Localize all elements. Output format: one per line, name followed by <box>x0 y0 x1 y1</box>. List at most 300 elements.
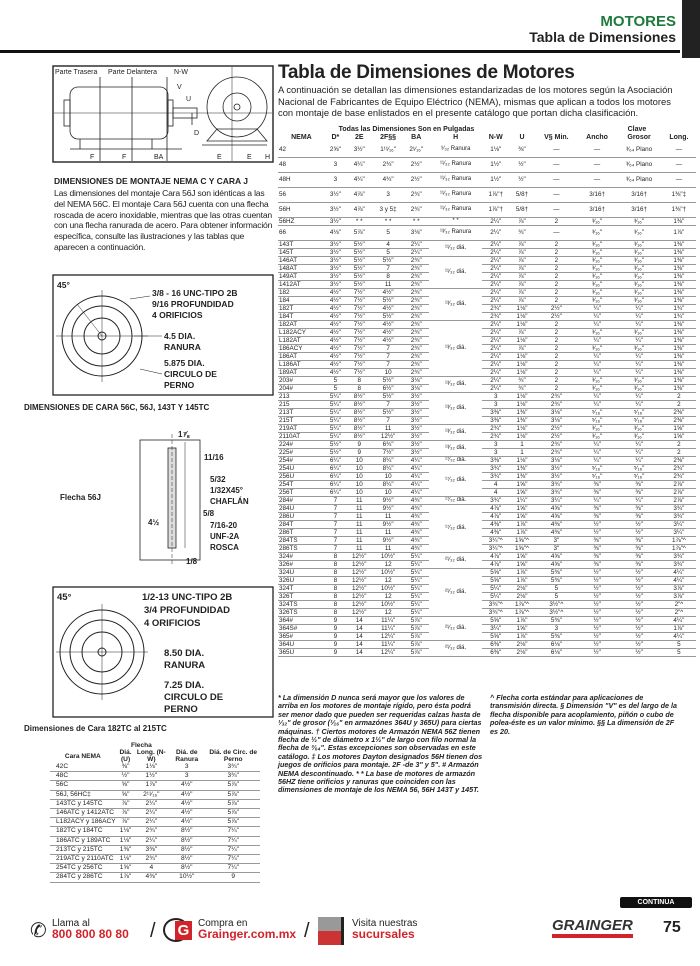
dimension-cell: 5⅜" <box>535 616 578 624</box>
dimension-cell: 1⅜"‡ <box>662 187 696 202</box>
dimension-cell: ½" <box>578 528 616 536</box>
table-row <box>50 827 260 836</box>
dimension-cell: ¹³⁄₃₂ diá. <box>429 392 483 424</box>
table-caption: Todas las Dimensiones Son en Pulgadas <box>338 126 475 133</box>
dimension-cell: 3 <box>482 440 509 448</box>
dimension-cell: 10 <box>346 472 373 480</box>
label-e2: E <box>247 154 252 161</box>
dimension-cell: 4½" <box>325 368 346 376</box>
dimension-cell: ⅞" <box>116 809 136 818</box>
dimension-cell: 4½" <box>325 336 346 344</box>
dimension-cell: ¼" <box>616 368 662 376</box>
table-row <box>278 512 696 520</box>
dimension-cell: 11 <box>373 544 404 552</box>
dimension-cell: 2 <box>662 440 696 448</box>
column-header: V§ Min. <box>544 134 569 141</box>
dimension-cell: ³⁄₁₆" <box>616 240 662 248</box>
table-row <box>278 384 696 392</box>
dimension-cell: 1⅞" <box>509 528 535 536</box>
dimension-cell: 1⅜" <box>662 288 696 296</box>
dim-g: 4½ <box>148 518 160 527</box>
dimension-cell: — <box>662 157 696 172</box>
dimension-cell: ¼" <box>616 336 662 344</box>
dimension-cell: 6⅛" <box>535 648 578 656</box>
dimension-cell: ¹⁷⁄₃₂ diá. <box>429 504 483 552</box>
dimension-cell: ½" <box>616 520 662 528</box>
dimension-cell: 5⅞" <box>404 616 429 624</box>
table-row <box>278 304 696 312</box>
dimension-cell: ½" <box>616 608 662 616</box>
buy-label: Compra en <box>198 918 248 929</box>
dimension-cell: 2¾" <box>482 432 509 440</box>
dimension-cell: 2 <box>535 272 578 280</box>
dimension-cell: 12 <box>373 592 404 600</box>
dimension-cell: 4½" <box>167 799 206 808</box>
dimension-cell: 3¾" <box>662 504 696 512</box>
dimension-cell: ¼" <box>616 448 662 456</box>
dimension-cell: 1⅜" <box>509 408 535 416</box>
dimension-cell: 2⅛" <box>509 584 535 592</box>
dimension-cell: 11 <box>346 520 373 528</box>
dimension-cell: ³⁄₁₆" <box>616 424 662 432</box>
dimension-cell: 8½" <box>346 400 373 408</box>
dimension-cell: 1¾" <box>662 304 696 312</box>
dimension-cell: 4⅞" <box>482 560 509 568</box>
dimension-cell: 2¼" <box>482 320 509 328</box>
dimension-cell: 9½" <box>373 504 404 512</box>
dimension-cell: 10 <box>346 480 373 488</box>
dimension-cell: 2¾" <box>482 312 509 320</box>
face-182tc-title: Dimensiones de Cara 182TC al 215TC <box>24 724 167 733</box>
dimension-cell: 3½" <box>346 142 373 157</box>
table-row <box>278 264 696 272</box>
bolt-circle-label: CIRCULO DE <box>164 692 224 703</box>
nema-frame-cell: 284TS <box>278 536 325 544</box>
table-row <box>278 248 696 256</box>
shaft-56j-diagram <box>60 428 274 568</box>
table-row <box>278 464 696 472</box>
call-label: Llama al <box>52 918 90 929</box>
dimension-cell: ³⁄₆₄ Plano <box>616 157 662 172</box>
table-row <box>278 640 696 648</box>
dimension-cell: 5½" <box>346 264 373 272</box>
dimension-cell: 5⅝" <box>482 568 509 576</box>
dimension-cell: ⁵⁄₁₆" <box>616 464 662 472</box>
dimension-cell: 4¼" <box>404 456 429 464</box>
dimension-cell: 7 <box>373 360 404 368</box>
dimension-cell: 5 <box>662 648 696 656</box>
dimension-cell: ¾" <box>509 376 535 384</box>
dimension-cell: 3½" <box>404 432 429 440</box>
dimension-cell: 3¾" <box>662 560 696 568</box>
dimension-cell: 4½" <box>373 328 404 336</box>
dimension-cell: 12½" <box>346 608 373 616</box>
bolt-circle-dia-label: 5.875 DIA. <box>164 358 205 368</box>
dimension-cell: 5⅞" <box>404 648 429 656</box>
face-name-cell: 56J, 56HC‡ <box>50 790 116 799</box>
dimension-cell: 4⅞" <box>346 202 373 217</box>
dimension-cell: 10½" <box>373 552 404 560</box>
dimension-cell: ³⁄₁₆" <box>578 328 616 336</box>
dimension-cell: ³⁄₁₆" <box>616 344 662 352</box>
dimension-cell: ³⁄₁₆" <box>616 217 662 225</box>
dimension-cell: 1⅞"^ <box>509 608 535 616</box>
dimension-cell: 4¾" <box>404 504 429 512</box>
dimension-cell: — <box>535 225 578 240</box>
column-header: Ancho <box>586 134 608 141</box>
dimension-cell: 4⅞" <box>482 512 509 520</box>
dimension-cell: ½" <box>578 648 616 656</box>
angle-label: 45° <box>57 280 70 290</box>
dimension-cell: ³⁄₁₆" <box>578 432 616 440</box>
branches-link[interactable]: sucursales <box>352 927 415 941</box>
table-row <box>278 376 696 384</box>
dimension-cell: 12½" <box>346 560 373 568</box>
dimension-cell: 2⅜" <box>662 456 696 464</box>
dimension-cell: 1⅞" <box>662 225 696 240</box>
dimension-cell: ³⁄₁₆" <box>616 264 662 272</box>
dimension-cell: 1⅜" <box>662 217 696 225</box>
dimension-cell: ½" <box>578 616 616 624</box>
dimension-cell: ¼" <box>578 392 616 400</box>
dimension-cell: ⅞" <box>509 217 535 225</box>
shaft-group-header: Flecha <box>130 742 152 749</box>
dimension-cell: 14 <box>346 624 373 632</box>
dimension-cell: ⁵⁄₁₆" <box>578 472 616 480</box>
dimension-cell: ⅜" <box>616 504 662 512</box>
dimension-cell: 5½" <box>373 376 404 384</box>
nema-frame-cell: 254U <box>278 464 325 472</box>
dimension-cell: 1⅞" <box>662 624 696 632</box>
dimension-cell: 3½" <box>404 400 429 408</box>
dimension-cell: — <box>662 172 696 187</box>
nema-frame-cell: 284T <box>278 520 325 528</box>
dimension-cell: 7½" <box>346 328 373 336</box>
dimension-cell: 7 <box>325 512 346 520</box>
dimension-cell: 4½" <box>325 304 346 312</box>
nema-frame-cell: 146AT <box>278 256 325 264</box>
dimension-cell: 4⅜" <box>535 520 578 528</box>
dimension-cell: 3¼" <box>662 528 696 536</box>
dimension-cell: ½" <box>616 640 662 648</box>
dimension-cell: 2 <box>662 448 696 456</box>
nema-frame-cell: 186ACY <box>278 344 325 352</box>
dimension-cell: ¹¹⁄₃₂ Ranura <box>429 202 483 217</box>
table-row <box>278 225 696 240</box>
dimension-cell: 10½" <box>373 600 404 608</box>
dimension-cell: 9½" <box>373 536 404 544</box>
dimension-cell: 1⅜" <box>662 264 696 272</box>
table-row <box>50 790 260 799</box>
dimension-cell: ³⁄₁₆" <box>578 424 616 432</box>
dimension-cell: ¹³⁄₃₂ diá. <box>429 376 483 392</box>
dimension-cell: ⅜" <box>616 544 662 552</box>
dimension-cell: 7 <box>325 504 346 512</box>
dimension-cell: ⁹⁄₃₂ Ranura <box>429 142 483 157</box>
dimension-cell: ⅜" <box>616 560 662 568</box>
dimension-cell: ¼" <box>578 360 616 368</box>
dimension-cell: 1⅜" <box>662 296 696 304</box>
dimension-cell: 2 <box>535 384 578 392</box>
dimension-cell: ³⁄₁₆" <box>616 225 662 240</box>
nema-frame-cell: 186AT <box>278 352 325 360</box>
page-title: Tabla de Dimensiones de Motores <box>278 62 575 83</box>
dimension-cell: ³⁄₆₄ Plano <box>616 172 662 187</box>
dimension-cell: 7¼" <box>206 864 260 873</box>
nema-frame-cell: 365U <box>278 648 325 656</box>
nema-frame-cell: 42 <box>278 142 325 157</box>
dimension-cell: 1⅞"^ <box>662 544 696 552</box>
table-row <box>278 504 696 512</box>
label-e1: E <box>217 154 222 161</box>
dimension-cell: 2¾" <box>535 448 578 456</box>
face-name-cell: 56C <box>50 781 116 790</box>
dimension-cell: ½" <box>578 576 616 584</box>
key-caption: Clave <box>627 126 647 133</box>
bolt-circle-dia-label: 7.25 DIA. <box>164 680 205 691</box>
label-d: D <box>194 130 200 137</box>
dim-a: 1⅞ <box>178 430 190 439</box>
dimension-cell: 2¾" <box>404 288 429 296</box>
dimension-cell: 8 <box>325 600 346 608</box>
dimension-cell: 5⅞" <box>206 818 260 827</box>
dimension-cell: 11 <box>346 496 373 504</box>
dimension-cell: 4⅞" <box>346 187 373 202</box>
dimension-cell: 12½" <box>346 584 373 592</box>
dimension-cell: 5¼" <box>325 424 346 432</box>
dimension-cell: ½" <box>616 616 662 624</box>
dimension-cell: ¼" <box>616 456 662 464</box>
dimension-cell: 11¼" <box>373 640 404 648</box>
dimension-cell: 5¼" <box>325 392 346 400</box>
dimension-cell: 2¼" <box>482 296 509 304</box>
dimension-cell: 2¾" <box>135 855 167 864</box>
dimension-cell: 4½" <box>325 312 346 320</box>
nema-frame-cell: 215 <box>278 400 325 408</box>
table-row <box>278 202 696 217</box>
dimension-cell: ½" <box>578 600 616 608</box>
dimension-cell: 3/16† <box>616 202 662 217</box>
dimension-cell: 4¼" <box>404 464 429 472</box>
column-header: Diá. (U) <box>119 749 132 763</box>
dimension-cell: 2¾" <box>404 368 429 376</box>
separator: / <box>150 920 156 942</box>
dimension-cell: 2 <box>662 400 696 408</box>
dimension-cell: 4¾" <box>404 528 429 536</box>
dimension-cell: 1⅛" <box>509 304 535 312</box>
dimension-cell: 3½" <box>325 248 346 256</box>
table-row <box>278 392 696 400</box>
dimension-cell: 6¼" <box>325 480 346 488</box>
dimension-cell: 1⅝" <box>116 864 136 873</box>
dimension-cell: 5⅞" <box>404 640 429 648</box>
dimension-cell: ¼" <box>578 312 616 320</box>
table-row <box>278 544 696 552</box>
dimension-cell: 4½" <box>325 352 346 360</box>
dimension-cell: 2¼" <box>482 280 509 288</box>
face-name-cell: L182ACY y 186ACY <box>50 818 116 827</box>
table-row <box>278 408 696 416</box>
bolt-circle-label: CIRCULO DE <box>164 369 217 379</box>
dimension-cell: 5½" <box>346 256 373 264</box>
dimension-cell: 8¼" <box>373 456 404 464</box>
dimension-cell: 2¼" <box>482 225 509 240</box>
dimension-cell: 1⅜" <box>509 464 535 472</box>
dimension-cell: 8½" <box>167 864 206 873</box>
separator: / <box>304 920 310 942</box>
dimension-cell: * * <box>404 217 429 225</box>
dimension-cell: 9½" <box>373 496 404 504</box>
dimension-cell: 2¾" <box>404 320 429 328</box>
column-header: N-W <box>488 134 503 141</box>
dimension-cell: 3¼" <box>662 520 696 528</box>
dimension-cell: ³⁄₁₆" <box>616 272 662 280</box>
dimension-cell: 7½" <box>346 312 373 320</box>
dimension-cell: 5⅝" <box>482 576 509 584</box>
dimension-cell: 1⅛" <box>509 352 535 360</box>
dimension-cell: ¹³⁄₃₂ diá. <box>429 424 483 440</box>
dimension-cell: 3 <box>373 187 404 202</box>
dimension-cell: 1⅛" <box>509 336 535 344</box>
dimension-cell: 2 <box>535 320 578 328</box>
dimension-cell: 2¼" <box>135 836 167 845</box>
dimension-cell: ½" <box>509 172 535 187</box>
dimension-cell: ¼" <box>616 440 662 448</box>
phone-number[interactable]: 800 800 80 80 <box>52 927 129 941</box>
dimension-cell: 3⅜" <box>135 845 167 854</box>
dimension-cell: 3 <box>167 772 206 781</box>
dimension-cell: 7¼" <box>206 836 260 845</box>
dimension-cell: ½" <box>578 568 616 576</box>
dimension-cell: 3½" <box>325 280 346 288</box>
dimension-cell: 1⅝" <box>662 424 696 432</box>
dimension-cell: 7 <box>373 400 404 408</box>
dimension-cell: ⅝" <box>116 781 136 790</box>
face-name-cell: 186ATC y 189ATC <box>50 836 116 845</box>
dimension-cell: 1⅝" <box>509 512 535 520</box>
dimension-cell: 7 <box>373 264 404 272</box>
nema-frame-cell: 364# <box>278 616 325 624</box>
dimension-cell: 12¼" <box>373 648 404 656</box>
dimension-cell: 3/16† <box>578 202 616 217</box>
dimension-cell: 3½"^ <box>535 600 578 608</box>
dimension-cell: 2⅛" <box>509 648 535 656</box>
dimension-cell: 3" <box>535 544 578 552</box>
dimension-cell: 5⅜" <box>535 632 578 640</box>
dimension-cell: 10 <box>346 464 373 472</box>
nema-frame-cell: 149AT <box>278 272 325 280</box>
table-row <box>278 296 696 304</box>
face-name-cell: 254TC y 256TC <box>50 864 116 873</box>
dimension-cell: 1⅞"† <box>482 187 509 202</box>
dimension-cell: 2½" <box>404 172 429 187</box>
nema-frame-cell: 256U <box>278 472 325 480</box>
dimension-cell: ½" <box>616 592 662 600</box>
dimension-cell: ⅞" <box>509 296 535 304</box>
dimension-cell: ½" <box>616 648 662 656</box>
dimension-cell: 12 <box>373 608 404 616</box>
dimension-cell: 3¾" <box>662 512 696 520</box>
dimension-cell: 5⅞" <box>206 799 260 808</box>
dimension-cell: 9 <box>346 448 373 456</box>
dimension-cell: ³⁄₁₆" <box>578 256 616 264</box>
dimension-cell: ¼" <box>578 320 616 328</box>
dimension-cell: 8 <box>373 272 404 280</box>
bolt-label: PERNO <box>164 380 195 390</box>
dimension-cell: 4¼" <box>404 480 429 488</box>
site-link[interactable]: Grainger.com.mx <box>198 927 297 941</box>
dimension-cell: 1⅜" <box>662 344 696 352</box>
table-row <box>278 592 696 600</box>
nema-frame-cell: 184T <box>278 312 325 320</box>
holes-label: 4 ORIFICIOS <box>144 618 201 629</box>
dimension-cell: 3¾"^ <box>482 600 509 608</box>
nema-frame-cell: 56 <box>278 187 325 202</box>
table-row <box>278 440 696 448</box>
dimension-cell: ⅜" <box>616 536 662 544</box>
pilot-dia-label: 4.5 DIA. <box>164 331 196 341</box>
dimension-cell: 8 <box>346 384 373 392</box>
dimension-cell: ³⁄₁₆" <box>616 328 662 336</box>
dimension-cell: 14 <box>346 616 373 624</box>
dimension-cell: 1⅜" <box>509 416 535 424</box>
dimension-cell: 4¼" <box>662 632 696 640</box>
dimension-cell: ¹³⁄₃₂ diá. <box>429 288 483 320</box>
dimension-cell: 5¼" <box>482 592 509 600</box>
dimension-cell: 4½" <box>167 818 206 827</box>
dimension-cell: ⅝" <box>116 790 136 799</box>
dimension-cell: 6¼" <box>325 472 346 480</box>
intro-text: A continuación se detallan las dimensiones estandarizadas de los motores según la Asociación Nacional de Fabricantes de Equipo Eléctrico (NEMA), mismas que aplican a todos los motores con montaje de base enlistados en el presente catálogo que portan dicha clasificación. <box>278 84 673 118</box>
dimension-cell: 4⅞" <box>482 552 509 560</box>
column-header: BA <box>411 134 422 141</box>
table-row <box>50 845 260 854</box>
nema-frame-cell: 56H <box>278 202 325 217</box>
dimension-cell: 3¾" <box>482 472 509 480</box>
table-row <box>278 256 696 264</box>
dimension-cell: — <box>535 202 578 217</box>
dimension-cell: 1⅞" <box>509 616 535 624</box>
phone-icon: ✆ <box>30 920 47 942</box>
dimension-cell: 2 <box>535 256 578 264</box>
table-row <box>278 240 696 248</box>
dimension-cell: 4⅝" <box>535 552 578 560</box>
dimension-cell: ⅜" <box>578 552 616 560</box>
dimension-cell: 3½" <box>325 202 346 217</box>
dimension-cell: — <box>662 142 696 157</box>
dimension-cell: 8 <box>346 376 373 384</box>
dimension-cell: ¼" <box>578 400 616 408</box>
dimension-cell: 3½" <box>325 272 346 280</box>
dimension-cell: 2½" <box>535 424 578 432</box>
column-header: NEMA <box>291 134 312 141</box>
dimension-cell: 3¼"^ <box>482 544 509 552</box>
dimension-cell: 4½" <box>325 320 346 328</box>
dimension-cell: 3⅜" <box>482 456 509 464</box>
dimension-cell: 5 <box>662 640 696 648</box>
dimension-cell: 3⅜" <box>482 416 509 424</box>
dimension-cell: 12¼" <box>373 632 404 640</box>
dimension-cell: 4⅛" <box>325 225 346 240</box>
column-header: 2F§§ <box>380 134 397 141</box>
footnote-left: * La dimensión D nunca será mayor que los valores de arriba en los motores de montaje rígido, pero ésta podrá ser menor dado que pueden ser requeridas calzas hasta de ¹⁄₃₂" de grosor (¹⁄₁₆" en armazónes 364U y 365U) para ciertas máquinas. † Ciertos motores de Armazón NEMA 56Z tienen flecha de ½" de diámetro x 1½" de largo con filo normal la flecha de ³⁄₆₄". Estas excepciones son observadas en este catálogo. ‡ Los motores Dayton designados 56H tienen dos juegos de orificios para montaje. 2F -de 3" y 5". # Armazón NEMA descontinuado. * * La base de motores de armazón 56HZ tiene orificios y ranuras que coinciden con las dimensiones de montaje de los NEMA 56, 56H 143T y 145T. <box>278 693 483 795</box>
dimension-cell: ²¹⁄₃₂ diá. <box>429 640 483 656</box>
dimension-cell: 1⅜" <box>662 352 696 360</box>
dimension-cell: 4¾" <box>404 496 429 504</box>
dimension-cell: 1⅜" <box>662 336 696 344</box>
nema-frame-cell: 326# <box>278 560 325 568</box>
dimension-cell: 2 <box>535 296 578 304</box>
